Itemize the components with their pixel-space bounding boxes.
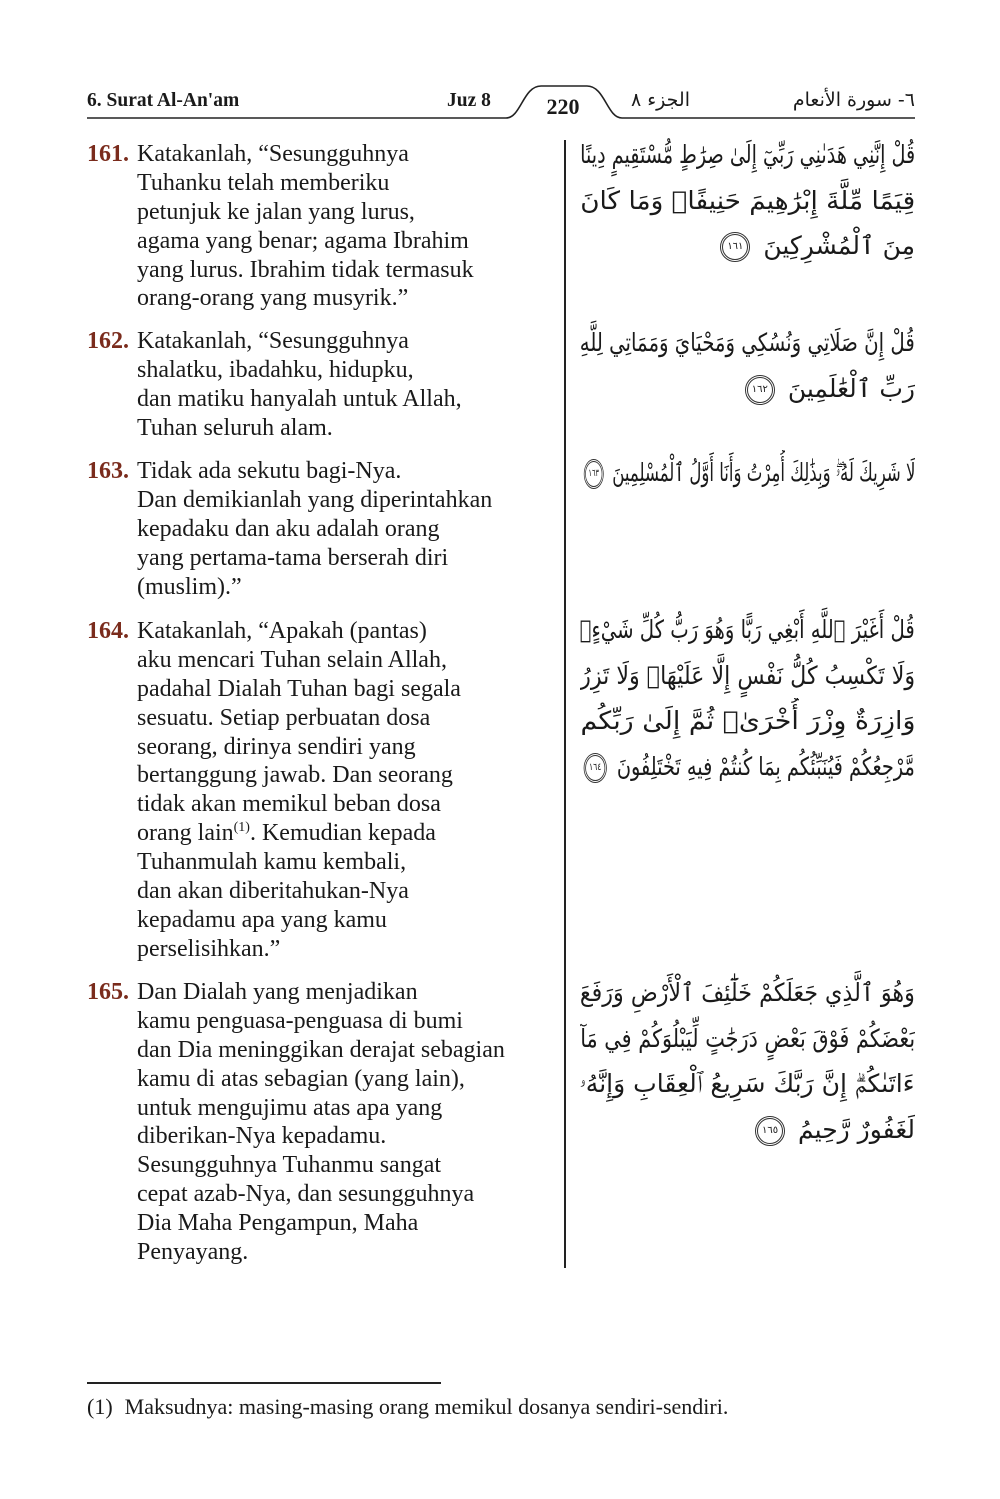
verse-number: 163. — [87, 458, 129, 484]
translation-line: Sesungguhnya Tuhanmu sangat — [137, 1152, 442, 1179]
arabic-line — [580, 1107, 915, 1153]
arabic-text: قُلْ إِنَّ صَلَاتِي وَنُسُكِي وَمَحْيَايَ وَمَمَاتِي لِلَّهِ — [580, 328, 915, 357]
translation-line: Penyayang. — [137, 1239, 249, 1266]
arabic-text: وَلَا تَكْسِبُ كُلُّ نَفْسٍ إِلَّا عَلَيْهَاۚ وَلَا تَزِرُ — [580, 660, 915, 690]
translation-line: dan Dia meninggikan derajat sebagian — [137, 1036, 505, 1063]
translation-line: yang pertama-tama berserah diri — [137, 544, 449, 571]
arabic-text: قِيَمًا مِّلَّةَ إِبْرَٰهِيمَ حَنِيفًاۚ وَمَا كَانَ — [580, 185, 915, 215]
translation-line: Tidak ada sekutu bagi-Nya. — [137, 458, 402, 484]
translation-line: padahal Dialah Tuhan bagi segala — [137, 675, 461, 702]
translation-line: dan matiku hanyalah untuk Allah, — [137, 385, 462, 412]
arabic-verse-165 — [580, 970, 915, 1152]
translation-line: kamu di atas sebagian (yang lain), — [137, 1065, 465, 1092]
translation-line: diberikan-Nya kepadamu. — [137, 1123, 387, 1150]
arabic-line-content — [715, 223, 915, 269]
translation-line: Tuhanku telah memberiku — [137, 169, 390, 196]
arabic-text: لَغَفُورٌ رَّحِيمُ — [798, 1114, 915, 1144]
footnote — [87, 1394, 728, 1420]
translation-line: untuk mengujimu atas apa yang — [137, 1094, 443, 1121]
arabic-line — [580, 607, 915, 653]
translation-line: kepadaku dan aku adalah orang — [137, 515, 440, 542]
translation-line: petunjuk ke jalan yang lurus, — [137, 198, 415, 225]
ayah-end-marker: ١٦٥ — [755, 1116, 785, 1146]
arabic-line — [580, 132, 915, 178]
column-divider — [564, 140, 566, 1268]
footnote-rule — [87, 1382, 441, 1384]
translation-line: Dan demikianlah yang diperintahkan — [137, 486, 493, 513]
ayah-end-marker: ١٦٢ — [745, 375, 775, 405]
translation-line: tidak akan memikul beban dosa — [137, 791, 441, 818]
translation-line: kamu penguasa-penguasa di bumi — [137, 1007, 463, 1034]
arabic-text: مِنَ ٱلْمُشْرِكِينَ — [763, 231, 915, 260]
translation-line: agama yang benar; agama Ibrahim — [137, 227, 469, 254]
arabic-line — [580, 653, 915, 699]
translation-line: dan akan diberitahukan-Nya — [137, 878, 409, 905]
arabic-line — [580, 1016, 915, 1062]
translation-text: . Kemudian kepada — [249, 820, 436, 847]
juz-label-latin: Juz 8 — [447, 90, 491, 111]
translation-line: yang lurus. Ibrahim tidak termasuk — [137, 256, 474, 283]
translation-line: bertanggung jawab. Dan seorang — [137, 762, 453, 789]
translation-line: shalatku, ibadahku, hidupku, — [137, 356, 414, 383]
verse-number: 165. — [87, 979, 129, 1005]
verse-number: 164. — [87, 618, 129, 644]
translation-line: (muslim).” — [137, 573, 242, 600]
juz-label-arabic: الجزء ٨ — [630, 89, 690, 111]
arabic-verse-162 — [580, 320, 915, 411]
arabic-text: ءَاتَىٰكُمْۗ إِنَّ رَبَّكَ سَرِيعُ ٱلْعِقَابِ وَإِنَّهُۥ — [580, 1069, 915, 1098]
arabic-text: وَهُوَ ٱلَّذِي جَعَلَكُمْ خَلَٰٓئِفَ ٱلْأَرْضِ وَرَفَعَ — [580, 978, 915, 1007]
arabic-line — [580, 698, 915, 744]
page-number: 220 — [546, 94, 580, 119]
arabic-line — [580, 744, 915, 790]
arabic-line — [580, 1061, 915, 1107]
arabic-line — [580, 970, 915, 1016]
translation-line: Katakanlah, “Sesungguhnya — [137, 328, 409, 354]
translation-line: Katakanlah, “Apakah (pantas) — [137, 618, 427, 644]
footnote-reference: (1) — [233, 820, 250, 836]
translation-line: sesuatu. Setiap perbuatan dosa — [137, 704, 431, 731]
ayah-end-marker: ١٦١ — [720, 232, 750, 262]
translation-line: Tuhan seluruh alam. — [137, 414, 333, 441]
translation-line: perselisihkan.” — [137, 935, 281, 962]
surah-title-arabic: ٦- سورة الأنعام — [792, 89, 915, 111]
arabic-text: قُلْ إِنَّنِي هَدَىٰنِي رَبِّيٓ إِلَىٰ صِرَٰطٍ مُّسْتَقِيمٍ دِينًا — [580, 140, 915, 169]
arabic-line — [580, 178, 915, 224]
arabic-line-content — [580, 744, 915, 790]
footnote-marker: (1) — [87, 1394, 113, 1419]
translation-line-with-footnote — [137, 819, 557, 848]
translation-line: Tuhanmulah kamu kembali, — [137, 849, 407, 876]
arabic-line — [580, 450, 915, 496]
arabic-line-content — [750, 1107, 915, 1153]
translation-line: cepat azab-Nya, dan sesungguhnya — [137, 1181, 475, 1208]
arabic-text: بَعْضَكُمْ فَوْقَ بَعْضٍ دَرَجَٰتٍ لِّيَبْلُوَكُمْ فِي مَآ — [580, 1023, 915, 1053]
translation-line: seorang, dirinya sendiri yang — [137, 733, 416, 760]
arabic-line — [580, 320, 915, 366]
translation-line: Katakanlah, “Sesungguhnya — [137, 141, 409, 167]
translation-line: Dan Dialah yang menjadikan — [137, 979, 418, 1005]
arabic-text: مَّرْجِعُكُمْ فَيُنَبِّئُكُم بِمَا كُنتُمْ فِيهِ تَخْتَلِفُونَ — [617, 751, 915, 781]
arabic-verse-161 — [580, 132, 915, 269]
verse-number: 161. — [87, 141, 129, 167]
arabic-text: رَبِّ ٱلْعَٰلَمِينَ — [787, 373, 915, 403]
arabic-text: لَا شَرِيكَ لَهُۥۖ وَبِذَٰلِكَ أُمِرْتُ وَأَنَا أَوَّلُ ٱلْمُسْلِمِينَ — [611, 458, 915, 487]
surah-title-latin: 6. Surat Al-An'am — [87, 90, 240, 111]
translation-line: aku mencari Tuhan selain Allah, — [137, 646, 447, 673]
arabic-line-content — [580, 450, 915, 496]
arabic-verse-164 — [580, 607, 915, 789]
translation-line: orang-orang yang musyrik.” — [137, 285, 409, 312]
verse-number: 162. — [87, 328, 129, 354]
ayah-end-marker: ١٦٣ — [583, 459, 603, 489]
translation-text: orang lain — [137, 820, 234, 847]
arabic-line — [580, 366, 915, 412]
translation-line: Dia Maha Pengampun, Maha — [137, 1210, 419, 1237]
arabic-text: قُلْ أَغَيْرَ ٱللَّهِ أَبْغِي رَبًّا وَهُوَ رَبُّ كُلِّ شَيْءٍۚ — [580, 615, 915, 644]
arabic-verse-163 — [580, 450, 915, 496]
arabic-text: وَازِرَةٌ وِزْرَ أُخْرَىٰۚ ثُمَّ إِلَىٰ رَبِّكُم — [580, 706, 915, 735]
footnote-text: Maksudnya: masing-masing orang memikul dosanya sendiri-sendiri. — [124, 1394, 729, 1419]
translation-line: kepadamu apa yang kamu — [137, 906, 387, 933]
ayah-end-marker: ١٦٤ — [584, 753, 607, 783]
arabic-line — [580, 223, 915, 269]
arabic-line-content — [740, 366, 915, 412]
